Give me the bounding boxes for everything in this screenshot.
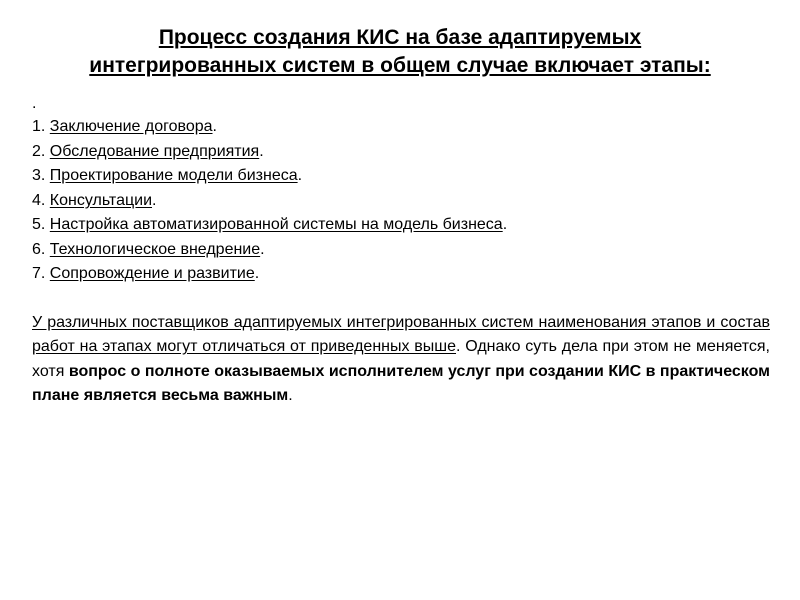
step-end: .: [297, 167, 303, 184]
list-item: [32, 140, 770, 165]
step-number: 1.: [32, 118, 50, 135]
step-end: .: [260, 240, 265, 258]
step-number: 4.: [32, 191, 50, 209]
step-link[interactable]: Сопровождение и развитие: [49, 265, 255, 282]
paragraph-plain-text: . Однако суть дела при этом не меняется, хотя: [32, 338, 770, 380]
step-end: .: [254, 265, 260, 282]
title-line-1: Процесс создания КИС на базе адаптируемых: [158, 26, 642, 49]
list-item: [32, 189, 770, 214]
list-item: [32, 115, 770, 140]
step-end: .: [212, 118, 217, 135]
step-number: 6.: [32, 240, 50, 258]
step-end: .: [259, 142, 264, 160]
step-link[interactable]: Проектирование модели бизнеса: [49, 167, 298, 184]
stray-dot: .: [32, 95, 37, 112]
list-item: [32, 213, 770, 238]
paragraph-end: .: [288, 387, 293, 404]
title-line-2: интегрированных систем в общем случае включает этапы:: [89, 54, 711, 77]
paragraph-underlined-text[interactable]: У различных поставщиков адаптируемых интегрированных систем наименования этапов и состав работ на этапах могут отличаться от приведенных выше: [32, 313, 770, 355]
step-end: .: [502, 216, 508, 233]
step-link[interactable]: Настройка автоматизированной системы на модель бизнеса: [49, 216, 503, 233]
list-item: [32, 164, 770, 189]
slide-content: [32, 95, 770, 409]
step-link[interactable]: Консультации: [49, 191, 153, 209]
steps-list: [32, 115, 770, 287]
step-end: .: [152, 191, 157, 209]
paragraph-bold-text: вопрос о полноте оказываемых исполнителем услуг при создании КИС в практическом плане является весьма важным: [32, 362, 770, 404]
step-number: 3.: [32, 167, 50, 184]
step-link[interactable]: Обследование предприятия: [49, 142, 260, 160]
step-number: 7.: [32, 265, 50, 282]
list-item: [32, 262, 770, 287]
step-number: 5.: [32, 216, 50, 233]
summary-paragraph: [32, 311, 770, 409]
step-link[interactable]: Заключение договора: [49, 118, 213, 135]
slide-title: [30, 24, 770, 80]
step-link[interactable]: Технологическое внедрение: [49, 240, 261, 258]
list-item: [32, 238, 770, 263]
step-number: 2.: [32, 142, 50, 160]
